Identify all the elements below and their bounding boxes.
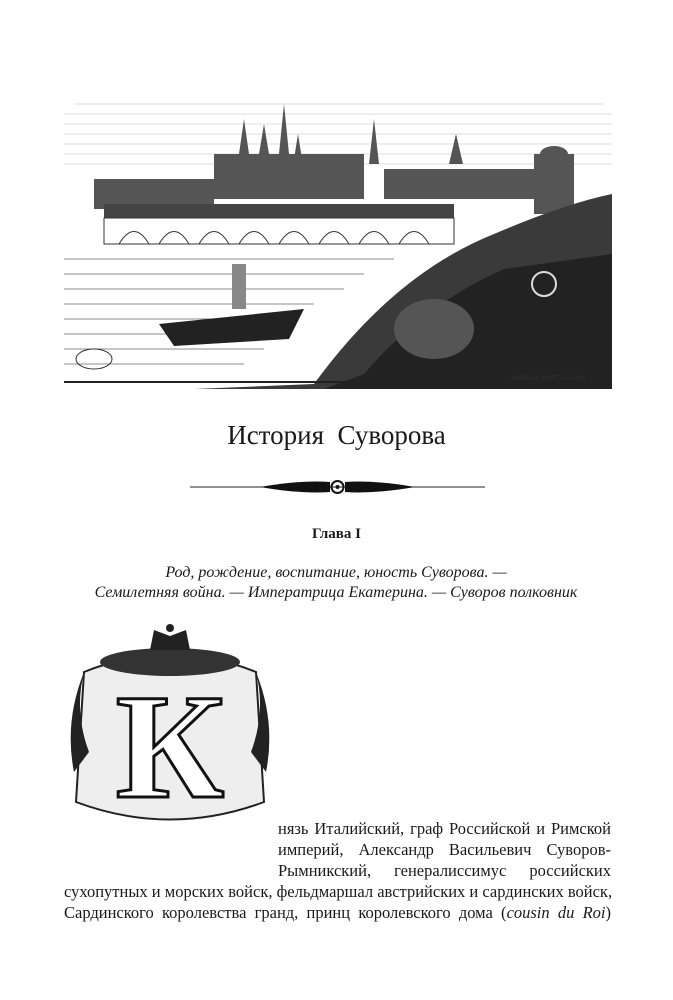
body-text: ) — [605, 903, 611, 922]
body-line: нязь Италийский, граф Российской и Римской — [278, 819, 611, 838]
body-line: сухопутных и морских войск, фельдмаршал австрийских и сардинских войск, — [64, 882, 613, 901]
body-text: Сардинского королевства гранд, принц королевского дома ( — [64, 903, 507, 922]
drop-cap-ornament — [64, 622, 276, 832]
ornamental-divider — [190, 478, 485, 496]
engraver-credit: ANDREW BEST LELOIR — [510, 376, 586, 382]
body-line: империй, Александр Васильевич Суворов- — [278, 840, 611, 859]
chapter-summary-line: Семилетняя война. — Императрица Екатерина. — Суворов полковник — [94, 584, 578, 601]
body-line: Рымникский, генералиссимус российских — [278, 861, 611, 880]
engraving-illustration — [64, 84, 612, 389]
drop-cap-letter: К — [115, 664, 225, 830]
book-title: История Суворова — [227, 420, 446, 450]
chapter-heading: Глава I — [312, 526, 361, 542]
body-line — [64, 902, 611, 923]
chapter-summary-line: Род, рождение, воспитание, юность Суворова. — — [165, 564, 507, 581]
italic-phrase: cousin du Roi — [506, 903, 606, 922]
